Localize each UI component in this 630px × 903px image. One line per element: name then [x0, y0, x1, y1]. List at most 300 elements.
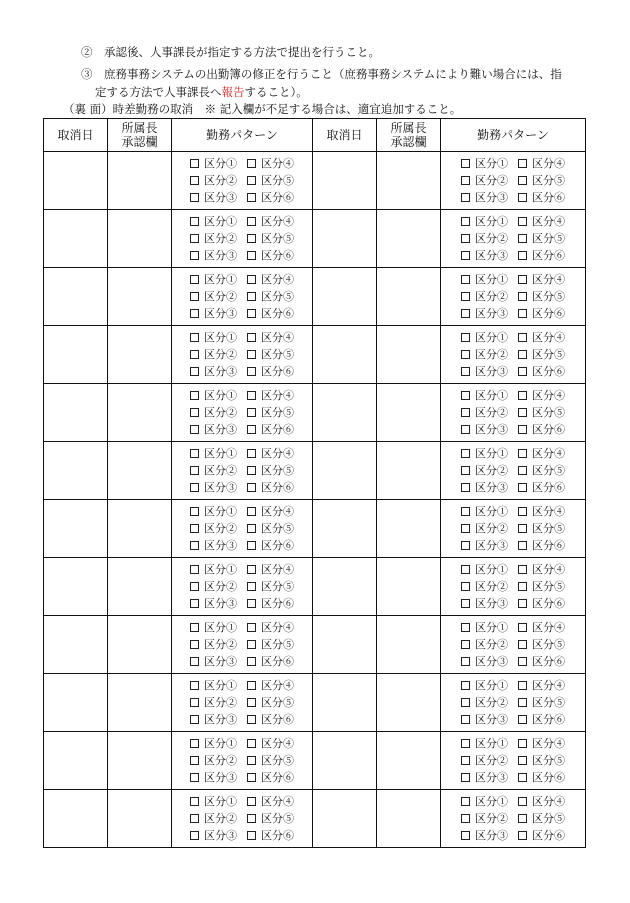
cancel-date-cell[interactable]: [44, 790, 108, 848]
approval-cell[interactable]: [377, 442, 441, 500]
pattern-option[interactable]: [247, 696, 294, 710]
checkbox-icon[interactable]: [247, 367, 256, 376]
checkbox-icon[interactable]: [190, 350, 199, 359]
approval-cell[interactable]: [108, 790, 172, 848]
pattern-option[interactable]: [518, 621, 565, 635]
checkbox-icon[interactable]: [518, 599, 527, 608]
checkbox-icon[interactable]: [461, 541, 470, 550]
pattern-option[interactable]: [461, 522, 508, 536]
checkbox-icon[interactable]: [190, 159, 199, 168]
checkbox-icon[interactable]: [247, 193, 256, 202]
pattern-option[interactable]: [247, 423, 294, 437]
checkbox-icon[interactable]: [518, 483, 527, 492]
pattern-option[interactable]: [190, 713, 237, 727]
approval-cell[interactable]: [108, 558, 172, 616]
approval-cell[interactable]: [108, 674, 172, 732]
approval-cell[interactable]: [377, 152, 441, 210]
pattern-option[interactable]: [461, 580, 508, 594]
pattern-option[interactable]: [247, 795, 294, 809]
pattern-option[interactable]: [518, 638, 565, 652]
pattern-option[interactable]: [190, 771, 237, 785]
checkbox-icon[interactable]: [461, 275, 470, 284]
cancel-date-cell[interactable]: [313, 500, 377, 558]
checkbox-icon[interactable]: [461, 698, 470, 707]
pattern-option[interactable]: [190, 737, 237, 751]
approval-cell[interactable]: [377, 268, 441, 326]
pattern-option[interactable]: [518, 157, 565, 171]
pattern-option[interactable]: [247, 464, 294, 478]
checkbox-icon[interactable]: [247, 466, 256, 475]
checkbox-icon[interactable]: [518, 234, 527, 243]
checkbox-icon[interactable]: [190, 797, 199, 806]
pattern-option[interactable]: [461, 249, 508, 263]
pattern-option[interactable]: [247, 348, 294, 362]
pattern-option[interactable]: [518, 597, 565, 611]
approval-cell[interactable]: [108, 732, 172, 790]
checkbox-icon[interactable]: [518, 425, 527, 434]
cancel-date-cell[interactable]: [44, 500, 108, 558]
checkbox-icon[interactable]: [190, 541, 199, 550]
approval-cell[interactable]: [377, 558, 441, 616]
pattern-option[interactable]: [190, 522, 237, 536]
checkbox-icon[interactable]: [247, 333, 256, 342]
pattern-option[interactable]: [247, 812, 294, 826]
pattern-option[interactable]: [518, 191, 565, 205]
pattern-option[interactable]: [247, 249, 294, 263]
checkbox-icon[interactable]: [247, 773, 256, 782]
pattern-option[interactable]: [247, 157, 294, 171]
pattern-option[interactable]: [461, 771, 508, 785]
checkbox-icon[interactable]: [190, 483, 199, 492]
pattern-option[interactable]: [518, 232, 565, 246]
checkbox-icon[interactable]: [247, 217, 256, 226]
checkbox-icon[interactable]: [518, 831, 527, 840]
approval-cell[interactable]: [108, 384, 172, 442]
pattern-option[interactable]: [190, 215, 237, 229]
pattern-option[interactable]: [518, 539, 565, 553]
checkbox-icon[interactable]: [518, 333, 527, 342]
cancel-date-cell[interactable]: [313, 732, 377, 790]
pattern-option[interactable]: [518, 389, 565, 403]
pattern-option[interactable]: [461, 597, 508, 611]
checkbox-icon[interactable]: [461, 367, 470, 376]
checkbox-icon[interactable]: [247, 425, 256, 434]
checkbox-icon[interactable]: [518, 408, 527, 417]
checkbox-icon[interactable]: [461, 739, 470, 748]
pattern-option[interactable]: [518, 348, 565, 362]
checkbox-icon[interactable]: [461, 159, 470, 168]
cancel-date-cell[interactable]: [313, 674, 377, 732]
pattern-option[interactable]: [518, 771, 565, 785]
checkbox-icon[interactable]: [518, 176, 527, 185]
checkbox-icon[interactable]: [461, 408, 470, 417]
checkbox-icon[interactable]: [247, 698, 256, 707]
pattern-option[interactable]: [461, 232, 508, 246]
checkbox-icon[interactable]: [247, 524, 256, 533]
pattern-option[interactable]: [461, 157, 508, 171]
checkbox-icon[interactable]: [461, 640, 470, 649]
checkbox-icon[interactable]: [247, 176, 256, 185]
pattern-option[interactable]: [190, 389, 237, 403]
pattern-option[interactable]: [518, 174, 565, 188]
checkbox-icon[interactable]: [461, 391, 470, 400]
checkbox-icon[interactable]: [190, 756, 199, 765]
pattern-option[interactable]: [190, 191, 237, 205]
pattern-option[interactable]: [247, 539, 294, 553]
checkbox-icon[interactable]: [518, 449, 527, 458]
checkbox-icon[interactable]: [247, 681, 256, 690]
checkbox-icon[interactable]: [518, 681, 527, 690]
pattern-option[interactable]: [518, 290, 565, 304]
pattern-option[interactable]: [247, 331, 294, 345]
checkbox-icon[interactable]: [461, 333, 470, 342]
cancel-date-cell[interactable]: [44, 674, 108, 732]
pattern-option[interactable]: [190, 505, 237, 519]
pattern-option[interactable]: [247, 679, 294, 693]
cancel-date-cell[interactable]: [313, 558, 377, 616]
checkbox-icon[interactable]: [190, 623, 199, 632]
checkbox-icon[interactable]: [461, 217, 470, 226]
approval-cell[interactable]: [108, 268, 172, 326]
pattern-option[interactable]: [247, 563, 294, 577]
pattern-option[interactable]: [247, 447, 294, 461]
pattern-option[interactable]: [461, 348, 508, 362]
pattern-option[interactable]: [247, 215, 294, 229]
checkbox-icon[interactable]: [461, 292, 470, 301]
checkbox-icon[interactable]: [190, 640, 199, 649]
pattern-option[interactable]: [190, 655, 237, 669]
checkbox-icon[interactable]: [518, 159, 527, 168]
checkbox-icon[interactable]: [461, 756, 470, 765]
checkbox-icon[interactable]: [190, 739, 199, 748]
checkbox-icon[interactable]: [461, 623, 470, 632]
checkbox-icon[interactable]: [247, 582, 256, 591]
approval-cell[interactable]: [377, 326, 441, 384]
checkbox-icon[interactable]: [247, 309, 256, 318]
checkbox-icon[interactable]: [247, 507, 256, 516]
pattern-option[interactable]: [461, 655, 508, 669]
checkbox-icon[interactable]: [461, 773, 470, 782]
pattern-option[interactable]: [247, 389, 294, 403]
pattern-option[interactable]: [461, 505, 508, 519]
checkbox-icon[interactable]: [461, 449, 470, 458]
pattern-option[interactable]: [247, 597, 294, 611]
checkbox-icon[interactable]: [190, 715, 199, 724]
checkbox-icon[interactable]: [518, 292, 527, 301]
pattern-option[interactable]: [518, 522, 565, 536]
pattern-option[interactable]: [461, 365, 508, 379]
pattern-option[interactable]: [518, 215, 565, 229]
checkbox-icon[interactable]: [190, 657, 199, 666]
pattern-option[interactable]: [461, 829, 508, 843]
checkbox-icon[interactable]: [518, 623, 527, 632]
cancel-date-cell[interactable]: [44, 558, 108, 616]
pattern-option[interactable]: [190, 696, 237, 710]
cancel-date-cell[interactable]: [44, 442, 108, 500]
checkbox-icon[interactable]: [247, 565, 256, 574]
pattern-option[interactable]: [190, 679, 237, 693]
checkbox-icon[interactable]: [518, 524, 527, 533]
checkbox-icon[interactable]: [518, 582, 527, 591]
pattern-option[interactable]: [461, 696, 508, 710]
pattern-option[interactable]: [190, 423, 237, 437]
checkbox-icon[interactable]: [190, 176, 199, 185]
checkbox-icon[interactable]: [518, 565, 527, 574]
checkbox-icon[interactable]: [518, 193, 527, 202]
pattern-option[interactable]: [247, 580, 294, 594]
pattern-option[interactable]: [190, 621, 237, 635]
pattern-option[interactable]: [461, 406, 508, 420]
pattern-option[interactable]: [247, 754, 294, 768]
pattern-option[interactable]: [518, 754, 565, 768]
pattern-option[interactable]: [518, 406, 565, 420]
pattern-option[interactable]: [518, 249, 565, 263]
checkbox-icon[interactable]: [247, 715, 256, 724]
checkbox-icon[interactable]: [190, 408, 199, 417]
pattern-option[interactable]: [518, 812, 565, 826]
pattern-option[interactable]: [247, 655, 294, 669]
checkbox-icon[interactable]: [247, 159, 256, 168]
checkbox-icon[interactable]: [518, 715, 527, 724]
checkbox-icon[interactable]: [247, 797, 256, 806]
pattern-option[interactable]: [190, 307, 237, 321]
checkbox-icon[interactable]: [190, 507, 199, 516]
pattern-option[interactable]: [190, 829, 237, 843]
checkbox-icon[interactable]: [247, 292, 256, 301]
checkbox-icon[interactable]: [461, 176, 470, 185]
checkbox-icon[interactable]: [518, 217, 527, 226]
checkbox-icon[interactable]: [247, 599, 256, 608]
checkbox-icon[interactable]: [190, 814, 199, 823]
pattern-option[interactable]: [247, 365, 294, 379]
pattern-option[interactable]: [461, 423, 508, 437]
pattern-option[interactable]: [518, 795, 565, 809]
checkbox-icon[interactable]: [190, 367, 199, 376]
checkbox-icon[interactable]: [461, 599, 470, 608]
checkbox-icon[interactable]: [518, 275, 527, 284]
pattern-option[interactable]: [247, 406, 294, 420]
pattern-option[interactable]: [190, 539, 237, 553]
approval-cell[interactable]: [377, 616, 441, 674]
checkbox-icon[interactable]: [190, 773, 199, 782]
pattern-option[interactable]: [518, 273, 565, 287]
pattern-option[interactable]: [518, 713, 565, 727]
pattern-option[interactable]: [190, 348, 237, 362]
approval-cell[interactable]: [108, 500, 172, 558]
checkbox-icon[interactable]: [461, 814, 470, 823]
pattern-option[interactable]: [461, 331, 508, 345]
checkbox-icon[interactable]: [247, 739, 256, 748]
cancel-date-cell[interactable]: [313, 268, 377, 326]
checkbox-icon[interactable]: [247, 814, 256, 823]
checkbox-icon[interactable]: [518, 309, 527, 318]
checkbox-icon[interactable]: [247, 640, 256, 649]
pattern-option[interactable]: [247, 713, 294, 727]
pattern-option[interactable]: [518, 655, 565, 669]
checkbox-icon[interactable]: [518, 466, 527, 475]
pattern-option[interactable]: [461, 215, 508, 229]
checkbox-icon[interactable]: [247, 350, 256, 359]
cancel-date-cell[interactable]: [313, 616, 377, 674]
pattern-option[interactable]: [518, 737, 565, 751]
checkbox-icon[interactable]: [461, 565, 470, 574]
pattern-option[interactable]: [190, 174, 237, 188]
cancel-date-cell[interactable]: [313, 442, 377, 500]
checkbox-icon[interactable]: [247, 449, 256, 458]
checkbox-icon[interactable]: [190, 599, 199, 608]
cancel-date-cell[interactable]: [313, 152, 377, 210]
checkbox-icon[interactable]: [518, 367, 527, 376]
pattern-option[interactable]: [247, 174, 294, 188]
pattern-option[interactable]: [518, 365, 565, 379]
checkbox-icon[interactable]: [461, 797, 470, 806]
cancel-date-cell[interactable]: [44, 152, 108, 210]
pattern-option[interactable]: [190, 812, 237, 826]
approval-cell[interactable]: [377, 790, 441, 848]
checkbox-icon[interactable]: [518, 251, 527, 260]
cancel-date-cell[interactable]: [313, 384, 377, 442]
pattern-option[interactable]: [190, 249, 237, 263]
checkbox-icon[interactable]: [190, 292, 199, 301]
pattern-option[interactable]: [461, 389, 508, 403]
pattern-option[interactable]: [461, 539, 508, 553]
approval-cell[interactable]: [108, 616, 172, 674]
checkbox-icon[interactable]: [518, 350, 527, 359]
checkbox-icon[interactable]: [247, 408, 256, 417]
pattern-option[interactable]: [518, 464, 565, 478]
approval-cell[interactable]: [108, 210, 172, 268]
checkbox-icon[interactable]: [461, 466, 470, 475]
pattern-option[interactable]: [247, 505, 294, 519]
checkbox-icon[interactable]: [518, 797, 527, 806]
pattern-option[interactable]: [190, 232, 237, 246]
pattern-option[interactable]: [518, 481, 565, 495]
checkbox-icon[interactable]: [247, 251, 256, 260]
pattern-option[interactable]: [518, 696, 565, 710]
checkbox-icon[interactable]: [190, 681, 199, 690]
pattern-option[interactable]: [190, 597, 237, 611]
checkbox-icon[interactable]: [247, 623, 256, 632]
pattern-option[interactable]: [518, 505, 565, 519]
pattern-option[interactable]: [461, 481, 508, 495]
checkbox-icon[interactable]: [518, 773, 527, 782]
pattern-option[interactable]: [461, 174, 508, 188]
pattern-option[interactable]: [247, 481, 294, 495]
cancel-date-cell[interactable]: [44, 210, 108, 268]
cancel-date-cell[interactable]: [44, 732, 108, 790]
checkbox-icon[interactable]: [461, 193, 470, 202]
checkbox-icon[interactable]: [247, 234, 256, 243]
pattern-option[interactable]: [518, 829, 565, 843]
checkbox-icon[interactable]: [461, 582, 470, 591]
checkbox-icon[interactable]: [461, 251, 470, 260]
pattern-option[interactable]: [461, 621, 508, 635]
checkbox-icon[interactable]: [461, 234, 470, 243]
pattern-option[interactable]: [247, 638, 294, 652]
checkbox-icon[interactable]: [190, 425, 199, 434]
checkbox-icon[interactable]: [518, 541, 527, 550]
pattern-option[interactable]: [247, 191, 294, 205]
checkbox-icon[interactable]: [518, 698, 527, 707]
checkbox-icon[interactable]: [461, 715, 470, 724]
pattern-option[interactable]: [461, 447, 508, 461]
checkbox-icon[interactable]: [190, 275, 199, 284]
cancel-date-cell[interactable]: [44, 268, 108, 326]
pattern-option[interactable]: [247, 771, 294, 785]
pattern-option[interactable]: [247, 621, 294, 635]
pattern-option[interactable]: [461, 307, 508, 321]
pattern-option[interactable]: [518, 423, 565, 437]
pattern-option[interactable]: [247, 232, 294, 246]
checkbox-icon[interactable]: [461, 831, 470, 840]
cancel-date-cell[interactable]: [44, 326, 108, 384]
pattern-option[interactable]: [518, 563, 565, 577]
checkbox-icon[interactable]: [247, 756, 256, 765]
checkbox-icon[interactable]: [518, 756, 527, 765]
approval-cell[interactable]: [377, 674, 441, 732]
approval-cell[interactable]: [377, 210, 441, 268]
checkbox-icon[interactable]: [190, 391, 199, 400]
checkbox-icon[interactable]: [190, 251, 199, 260]
checkbox-icon[interactable]: [247, 275, 256, 284]
pattern-option[interactable]: [190, 157, 237, 171]
checkbox-icon[interactable]: [247, 483, 256, 492]
pattern-option[interactable]: [190, 464, 237, 478]
checkbox-icon[interactable]: [461, 425, 470, 434]
checkbox-icon[interactable]: [190, 449, 199, 458]
checkbox-icon[interactable]: [518, 657, 527, 666]
pattern-option[interactable]: [461, 737, 508, 751]
pattern-option[interactable]: [190, 563, 237, 577]
checkbox-icon[interactable]: [247, 831, 256, 840]
checkbox-icon[interactable]: [518, 814, 527, 823]
pattern-option[interactable]: [461, 638, 508, 652]
pattern-option[interactable]: [247, 290, 294, 304]
cancel-date-cell[interactable]: [313, 326, 377, 384]
checkbox-icon[interactable]: [518, 640, 527, 649]
checkbox-icon[interactable]: [518, 507, 527, 516]
approval-cell[interactable]: [377, 500, 441, 558]
pattern-option[interactable]: [518, 331, 565, 345]
checkbox-icon[interactable]: [461, 657, 470, 666]
checkbox-icon[interactable]: [190, 698, 199, 707]
approval-cell[interactable]: [377, 384, 441, 442]
pattern-option[interactable]: [190, 638, 237, 652]
pattern-option[interactable]: [190, 273, 237, 287]
pattern-option[interactable]: [461, 273, 508, 287]
cancel-date-cell[interactable]: [44, 384, 108, 442]
cancel-date-cell[interactable]: [44, 616, 108, 674]
checkbox-icon[interactable]: [190, 466, 199, 475]
pattern-option[interactable]: [247, 273, 294, 287]
pattern-option[interactable]: [518, 679, 565, 693]
checkbox-icon[interactable]: [461, 483, 470, 492]
pattern-option[interactable]: [461, 290, 508, 304]
checkbox-icon[interactable]: [190, 582, 199, 591]
checkbox-icon[interactable]: [461, 309, 470, 318]
pattern-option[interactable]: [461, 812, 508, 826]
pattern-option[interactable]: [247, 737, 294, 751]
checkbox-icon[interactable]: [461, 524, 470, 533]
pattern-option[interactable]: [190, 290, 237, 304]
pattern-option[interactable]: [461, 464, 508, 478]
pattern-option[interactable]: [247, 522, 294, 536]
pattern-option[interactable]: [247, 829, 294, 843]
pattern-option[interactable]: [518, 307, 565, 321]
approval-cell[interactable]: [108, 152, 172, 210]
pattern-option[interactable]: [190, 580, 237, 594]
approval-cell[interactable]: [108, 326, 172, 384]
